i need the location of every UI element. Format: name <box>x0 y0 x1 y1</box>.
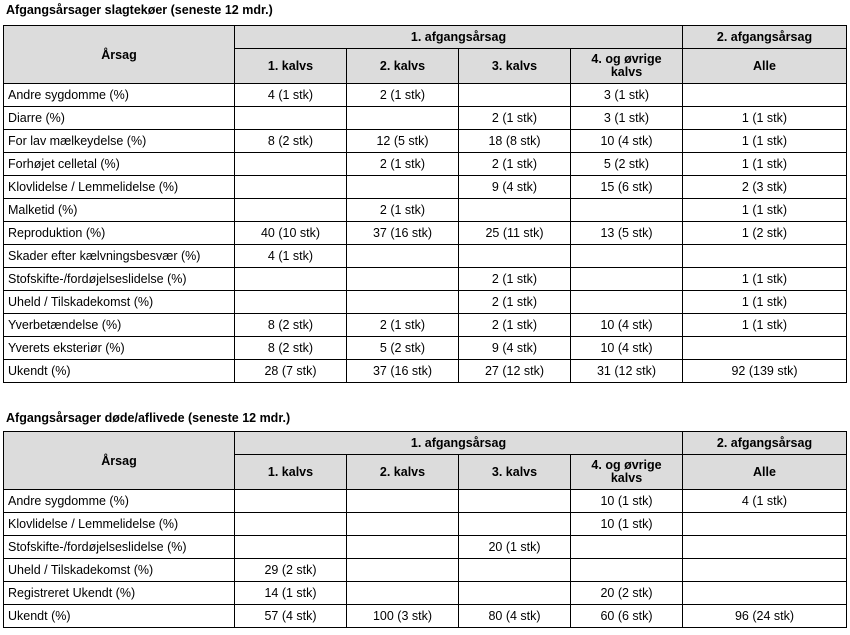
table-row <box>4 314 847 337</box>
table-cell: 5 (2 stk) <box>571 153 683 176</box>
table-cell <box>235 153 347 176</box>
table-cell: 15 (6 stk) <box>571 176 683 199</box>
table-cell: 29 (2 stk) <box>235 559 347 582</box>
table-cell: 37 (16 stk) <box>347 360 459 383</box>
table-row <box>4 153 847 176</box>
table-cell <box>235 536 347 559</box>
table-cell: 31 (12 stk) <box>571 360 683 383</box>
row-label: Malketid (%) <box>4 199 235 222</box>
table-cell: 60 (6 stk) <box>571 605 683 628</box>
table-cell: 40 (10 stk) <box>235 222 347 245</box>
table-cell <box>347 582 459 605</box>
table-cell: 10 (4 stk) <box>571 314 683 337</box>
table-cell <box>235 176 347 199</box>
table-cell <box>459 245 571 268</box>
table-cell <box>235 490 347 513</box>
row-label: Skader efter kælvningsbesvær (%) <box>4 245 235 268</box>
table-cell <box>459 490 571 513</box>
table-row <box>4 582 847 605</box>
table-cell: 18 (8 stk) <box>459 130 571 153</box>
table-cell <box>235 268 347 291</box>
table-cell: 2 (1 stk) <box>459 291 571 314</box>
table-row <box>4 268 847 291</box>
table-cell <box>235 291 347 314</box>
table-cell: 1 (1 stk) <box>683 107 847 130</box>
table-cell: 4 (1 stk) <box>235 245 347 268</box>
table-row <box>4 84 847 107</box>
table-row <box>4 536 847 559</box>
table-cell: 2 (1 stk) <box>459 153 571 176</box>
table-cell: 3 (1 stk) <box>571 107 683 130</box>
row-label: Ukendt (%) <box>4 605 235 628</box>
table-cell <box>347 291 459 314</box>
table-cell: 2 (1 stk) <box>347 314 459 337</box>
table-row <box>4 513 847 536</box>
table-row <box>4 490 847 513</box>
header-group-1: 1. afgangsårsag <box>235 26 683 49</box>
row-label: Diarre (%) <box>4 107 235 130</box>
table-slagtekoer <box>3 25 847 383</box>
table-cell <box>347 490 459 513</box>
header-col-alle: Alle <box>683 49 847 84</box>
table-cell <box>683 559 847 582</box>
table-cell: 3 (1 stk) <box>571 84 683 107</box>
table-cell <box>459 199 571 222</box>
table-cell: 10 (1 stk) <box>571 490 683 513</box>
table-cell <box>347 107 459 130</box>
table-cell: 2 (1 stk) <box>347 153 459 176</box>
header-aarsag: Årsag <box>4 26 235 84</box>
table-cell: 13 (5 stk) <box>571 222 683 245</box>
table-cell: 1 (1 stk) <box>683 199 847 222</box>
table-cell <box>683 84 847 107</box>
header-group-1: 1. afgangsårsag <box>235 432 683 455</box>
table-cell <box>571 199 683 222</box>
table-cell: 57 (4 stk) <box>235 605 347 628</box>
table-cell <box>347 245 459 268</box>
section-title-doede: Afgangsårsager døde/aflivede (seneste 12 mdr.) <box>6 411 291 425</box>
row-label: For lav mælkeydelse (%) <box>4 130 235 153</box>
table-body-slagtekoer <box>4 84 847 383</box>
table-cell <box>347 268 459 291</box>
table-cell <box>347 536 459 559</box>
row-label: Forhøjet celletal (%) <box>4 153 235 176</box>
table-cell: 2 (1 stk) <box>459 268 571 291</box>
header-col-1-kalvs: 1. kalvs <box>235 49 347 84</box>
header-col-4-kalvs: 4. og øvrige kalvs <box>571 49 683 84</box>
table-cell: 10 (1 stk) <box>571 513 683 536</box>
table-cell <box>683 513 847 536</box>
table-cell: 1 (1 stk) <box>683 130 847 153</box>
row-label: Klovlidelse / Lemmelidelse (%) <box>4 513 235 536</box>
header-col-1-kalvs: 1. kalvs <box>235 455 347 490</box>
table-cell <box>459 582 571 605</box>
header-col-2-kalvs: 2. kalvs <box>347 49 459 84</box>
table-row <box>4 130 847 153</box>
table-cell: 1 (2 stk) <box>683 222 847 245</box>
table-cell: 2 (1 stk) <box>347 199 459 222</box>
table-row <box>4 222 847 245</box>
table-cell <box>683 245 847 268</box>
header-col-alle: Alle <box>683 455 847 490</box>
table-cell: 100 (3 stk) <box>347 605 459 628</box>
table-cell <box>683 337 847 360</box>
table-cell: 92 (139 stk) <box>683 360 847 383</box>
header-aarsag: Årsag <box>4 432 235 490</box>
table-cell: 27 (12 stk) <box>459 360 571 383</box>
table-cell <box>571 536 683 559</box>
row-label: Yverets eksteriør (%) <box>4 337 235 360</box>
table-cell <box>347 559 459 582</box>
table-cell <box>571 559 683 582</box>
table-cell <box>459 559 571 582</box>
table-cell: 9 (4 stk) <box>459 337 571 360</box>
table-cell: 10 (4 stk) <box>571 130 683 153</box>
table-row <box>4 360 847 383</box>
table-body-doede <box>4 490 847 628</box>
table-cell: 10 (4 stk) <box>571 337 683 360</box>
table-cell <box>683 536 847 559</box>
table-cell: 1 (1 stk) <box>683 153 847 176</box>
table-cell: 20 (1 stk) <box>459 536 571 559</box>
header-col-3-kalvs: 3. kalvs <box>459 455 571 490</box>
table-cell <box>459 513 571 536</box>
row-label: Registreret Ukendt (%) <box>4 582 235 605</box>
table-row <box>4 245 847 268</box>
table-cell: 8 (2 stk) <box>235 130 347 153</box>
table-doede <box>3 431 847 628</box>
table-cell <box>235 199 347 222</box>
table-row <box>4 337 847 360</box>
row-label: Stofskifte-/fordøjelseslidelse (%) <box>4 268 235 291</box>
table-cell: 96 (24 stk) <box>683 605 847 628</box>
row-label: Uheld / Tilskadekomst (%) <box>4 559 235 582</box>
table-cell <box>571 245 683 268</box>
table-cell <box>347 176 459 199</box>
table-cell: 80 (4 stk) <box>459 605 571 628</box>
table-cell: 5 (2 stk) <box>347 337 459 360</box>
row-label: Andre sygdomme (%) <box>4 84 235 107</box>
header-col-2-kalvs: 2. kalvs <box>347 455 459 490</box>
table-row <box>4 291 847 314</box>
section-title-slagtekoer: Afgangsårsager slagtekøer (seneste 12 mdr.) <box>6 3 273 17</box>
table-cell: 4 (1 stk) <box>683 490 847 513</box>
table-cell <box>571 291 683 314</box>
table-cell <box>683 582 847 605</box>
table-cell: 1 (1 stk) <box>683 291 847 314</box>
table-row <box>4 176 847 199</box>
header-group-2: 2. afgangsårsag <box>683 432 847 455</box>
table-cell <box>459 84 571 107</box>
table-cell: 2 (3 stk) <box>683 176 847 199</box>
header-col-3-kalvs: 3. kalvs <box>459 49 571 84</box>
table-row <box>4 107 847 130</box>
table-cell: 8 (2 stk) <box>235 314 347 337</box>
table-cell <box>571 268 683 291</box>
table-row <box>4 559 847 582</box>
header-group-2: 2. afgangsårsag <box>683 26 847 49</box>
table-cell: 14 (1 stk) <box>235 582 347 605</box>
table-cell: 4 (1 stk) <box>235 84 347 107</box>
header-col-4-kalvs: 4. og øvrige kalvs <box>571 455 683 490</box>
table-cell <box>235 513 347 536</box>
row-label: Ukendt (%) <box>4 360 235 383</box>
row-label: Reproduktion (%) <box>4 222 235 245</box>
row-label: Stofskifte-/fordøjelseslidelse (%) <box>4 536 235 559</box>
table-row <box>4 605 847 628</box>
table-cell: 2 (1 stk) <box>459 314 571 337</box>
table-cell: 28 (7 stk) <box>235 360 347 383</box>
table-cell: 1 (1 stk) <box>683 268 847 291</box>
table-cell: 12 (5 stk) <box>347 130 459 153</box>
row-label: Uheld / Tilskadekomst (%) <box>4 291 235 314</box>
table-cell: 2 (1 stk) <box>459 107 571 130</box>
table-cell <box>235 107 347 130</box>
table-row <box>4 199 847 222</box>
table-cell: 25 (11 stk) <box>459 222 571 245</box>
table-cell: 37 (16 stk) <box>347 222 459 245</box>
row-label: Klovlidelse / Lemmelidelse (%) <box>4 176 235 199</box>
table-cell <box>347 513 459 536</box>
row-label: Andre sygdomme (%) <box>4 490 235 513</box>
row-label: Yverbetændelse (%) <box>4 314 235 337</box>
table-cell: 2 (1 stk) <box>347 84 459 107</box>
table-cell: 8 (2 stk) <box>235 337 347 360</box>
table-cell: 20 (2 stk) <box>571 582 683 605</box>
table-cell: 1 (1 stk) <box>683 314 847 337</box>
table-cell: 9 (4 stk) <box>459 176 571 199</box>
